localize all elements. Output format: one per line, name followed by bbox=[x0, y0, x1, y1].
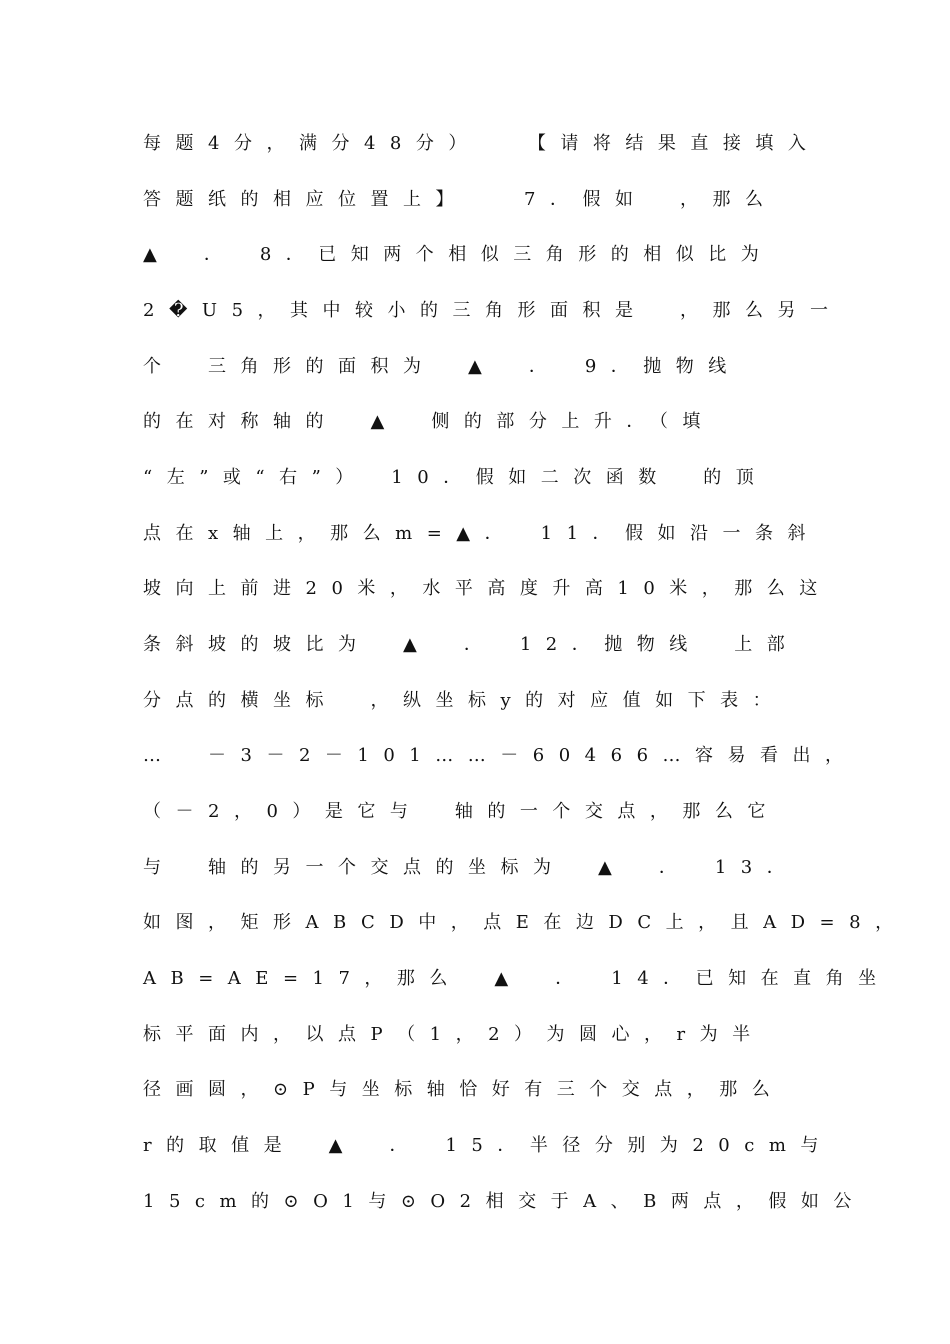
text-line: 条斜坡的坡比为 ▲ ． 12．抛物线 上部 bbox=[143, 634, 800, 655]
text-line: 标平面内，以点P（1，2）为圆心，r为半 bbox=[143, 1024, 765, 1045]
text-line: AB=AE=17，那么 ▲ ． 14．已知在直角坐 bbox=[143, 968, 891, 989]
text-line: 坡向上前进20米，水平高度升高10米，那么这 bbox=[143, 578, 832, 599]
text-line: 径画圆，⊙P与坐标轴恰好有三个交点，那么 bbox=[143, 1079, 785, 1100]
text-line: 答题纸的相应位置上】 7．假如 ，那么 bbox=[143, 189, 778, 210]
text-line: 分点的横坐标 ，纵坐标y的对应值如下表： bbox=[143, 690, 786, 711]
text-line: 如图，矩形ABCD中，点E在边DC上，且AD=8， bbox=[143, 912, 908, 933]
text-line: 15cm的⊙O1与⊙O2相交于A、B两点，假如公 bbox=[143, 1191, 866, 1212]
text-line: 每题4分，满分48分） 【请将结果直接填入 bbox=[143, 133, 821, 154]
text-line: r的取值是 ▲ ． 15．半径分别为20cm与 bbox=[143, 1135, 833, 1156]
text-line: “左”或“右”） 10．假如二次函数 的顶 bbox=[143, 467, 769, 488]
text-line: 与 轴的另一个交点的坐标为 ▲ ． 13． bbox=[143, 857, 800, 878]
text-line: 点在x轴上，那么m=▲． 11．假如沿一条斜 bbox=[143, 523, 821, 544]
text-line: （－2，0）是它与 轴的一个交点，那么它 bbox=[143, 801, 780, 822]
text-line: ▲ ． 8．已知两个相似三角形的相似比为 bbox=[143, 244, 774, 265]
text-line: 个 三角形的面积为 ▲ ． 9．抛物线 bbox=[143, 356, 741, 377]
text-line: … －3－2－101……－60466…容易看出， bbox=[143, 745, 858, 766]
text-line: 2�U5，其中较小的三角形面积是 ，那么另一 bbox=[143, 300, 843, 321]
text-line: 的在对称轴的 ▲ 侧的部分上升．（填 bbox=[143, 411, 715, 432]
